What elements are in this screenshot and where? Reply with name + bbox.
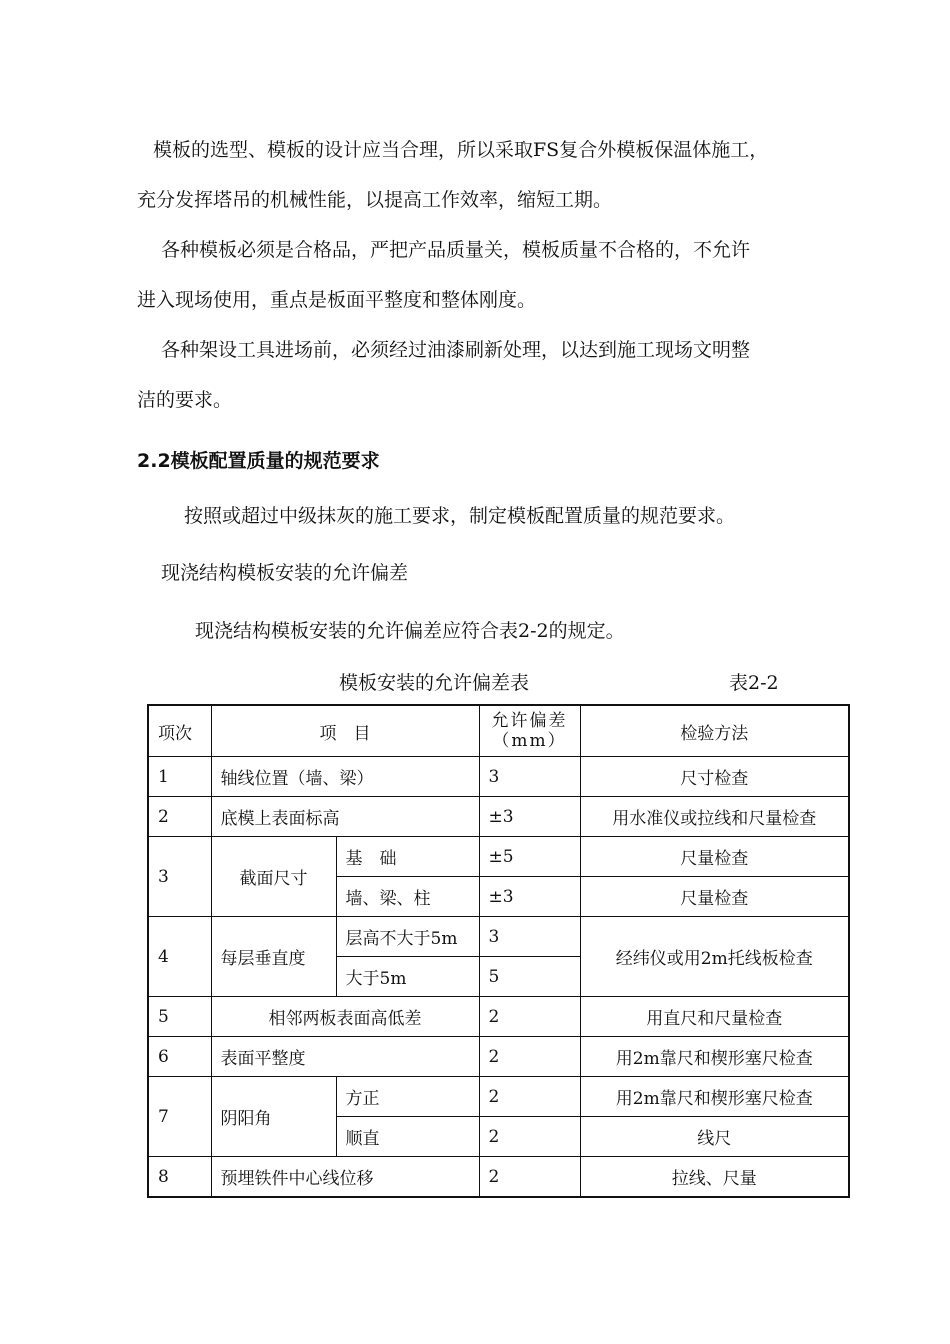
table-row [148,1157,849,1198]
row-index: 7 [148,1077,211,1157]
row-tolerance: 3 [479,917,580,957]
row-tolerance: ±5 [479,837,580,877]
table-row [148,997,849,1037]
row-tolerance: 2 [479,997,580,1037]
table-row [148,1077,849,1117]
row-subitem: 顺直 [336,1117,479,1157]
section-intro: 按照或超过中级抹灰的施工要求，制定模板配置质量的规范要求。 [184,505,736,527]
table-row [148,917,849,957]
table-row [148,757,849,797]
row-index: 4 [148,917,211,997]
row-method: 拉线、尺量 [580,1157,849,1198]
row-tolerance: 2 [479,1037,580,1077]
row-method: 用2m靠尺和楔形塞尺检查 [580,1037,849,1077]
row-subitem: 基 础 [336,837,479,877]
row-item: 阴阳角 [211,1077,336,1157]
header-index: 项次 [148,705,211,757]
row-item: 预埋铁件中心线位移 [211,1157,479,1198]
row-index: 1 [148,757,211,797]
row-item: 截面尺寸 [211,837,336,917]
row-tolerance: ±3 [479,797,580,837]
row-item: 轴线位置（墙、梁） [211,757,479,797]
row-tolerance: 2 [479,1157,580,1198]
tolerance-table [147,704,850,1198]
row-method: 尺量检查 [580,837,849,877]
section-heading: 2.2模板配置质量的规范要求 [137,450,380,472]
row-index: 3 [148,837,211,917]
row-tolerance: ±3 [479,877,580,917]
table-row [148,797,849,837]
row-method: 线尺 [580,1117,849,1157]
header-tolerance: 允许偏差 （mm） [479,705,580,757]
header-item: 项 目 [211,705,479,757]
row-item: 表面平整度 [211,1037,479,1077]
row-subitem: 大于5m [336,957,479,997]
row-tolerance: 5 [479,957,580,997]
row-item: 底模上表面标高 [211,797,479,837]
paragraph-line: 各种架设工具进场前，必须经过油漆刷新处理，以达到施工现场文明整 [161,339,751,361]
table-header-row [148,705,849,757]
row-index: 8 [148,1157,211,1198]
paragraph-line: 模板的选型、模板的设计应当合理，所以采取FS复合外模板保温体施工， [153,139,769,161]
row-method: 用水准仪或拉线和尺量检查 [580,797,849,837]
paragraph-line: 洁的要求。 [137,389,233,411]
row-item: 每层垂直度 [211,917,336,997]
paragraph-line: 进入现场使用，重点是板面平整度和整体刚度。 [137,289,537,311]
row-tolerance: 2 [479,1117,580,1157]
row-index: 6 [148,1037,211,1077]
row-index: 2 [148,797,211,837]
header-method: 检验方法 [580,705,849,757]
row-item: 相邻两板表面高低差 [211,997,479,1037]
row-index: 5 [148,997,211,1037]
table-row [148,1037,849,1077]
paragraph-line: 充分发挥塔吊的机械性能，以提高工作效率，缩短工期。 [137,189,613,211]
row-tolerance: 2 [479,1077,580,1117]
row-method: 经纬仪或用2m托线板检查 [580,917,849,997]
section-subheading: 现浇结构模板安装的允许偏差 [161,562,409,584]
row-method: 尺寸检查 [580,757,849,797]
table-reference-note: 现浇结构模板安装的允许偏差应符合表2-2的规定。 [195,620,625,642]
row-subitem: 墙、梁、柱 [336,877,479,917]
row-method: 用2m靠尺和楔形塞尺检查 [580,1077,849,1117]
table-caption: 模板安装的允许偏差表 [339,672,530,694]
table-number: 表2-2 [729,672,779,694]
row-tolerance: 3 [479,757,580,797]
table-row [148,837,849,877]
row-method: 尺量检查 [580,877,849,917]
row-subitem: 层高不大于5m [336,917,479,957]
row-subitem: 方正 [336,1077,479,1117]
row-method: 用直尺和尺量检查 [580,997,849,1037]
paragraph-line: 各种模板必须是合格品，严把产品质量关，模板质量不合格的，不允许 [161,239,751,261]
